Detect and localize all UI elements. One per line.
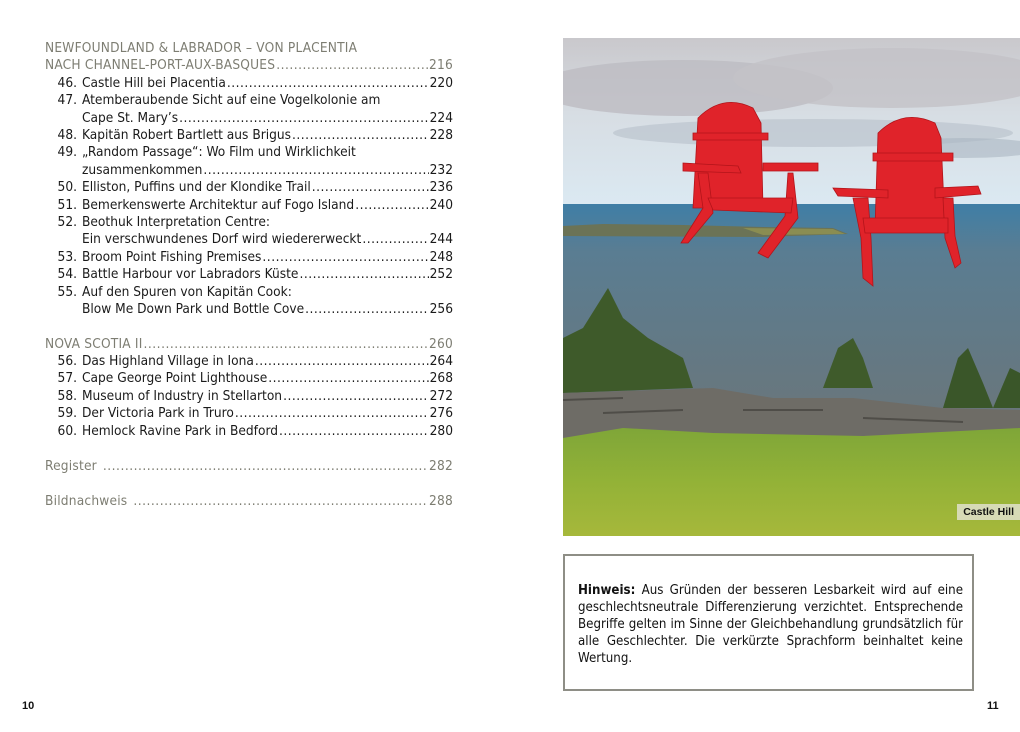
leader-dots [144, 336, 429, 353]
appendix-title: Bildnachweis [45, 493, 128, 510]
page-ref: 248 [429, 248, 453, 265]
castle-hill-photo [563, 38, 1020, 536]
entry-title: Broom Point Fishing Premises [82, 248, 262, 265]
page-ref: 268 [429, 370, 453, 387]
entry-number: 51. [57, 196, 77, 213]
entry-title: Beothuk Interpretation Centre: [82, 214, 270, 231]
note-text: Aus Gründen der besseren Lesbarkeit wird auf eine geschlechtsneutrale Differenzierung verzichtet. Entsprechende Begriffe gelten im Sinne der Gleichbehandlung grundsätzlich für alle Geschlechter. Die verkürzte Sprachform beinhaltet keine Wertung. [578, 583, 963, 666]
leader-dots [203, 162, 428, 179]
entry-title: Der Victoria Park in Truro [82, 405, 234, 422]
toc-entry-continuation[interactable] [45, 301, 453, 318]
entry-number: 56. [57, 352, 77, 369]
entry-number: 55. [57, 283, 77, 300]
hinweis-note-box [563, 554, 974, 691]
leader-dots [292, 127, 429, 144]
leader-dots [283, 388, 429, 405]
entry-title: „Random Passage“: Wo Film und Wirklichkeit [82, 144, 356, 161]
note-label: Hinweis: [578, 583, 636, 598]
page-number-right: 11 [987, 700, 999, 712]
leader-dots [227, 75, 429, 92]
toc-entry[interactable] [45, 92, 453, 109]
toc-entry[interactable] [45, 75, 453, 92]
entry-title: Auf den Spuren von Kapitän Cook: [82, 283, 292, 300]
entry-number: 54. [57, 266, 77, 283]
toc-appendix-bildnachweis[interactable] [45, 493, 453, 510]
toc-entry[interactable] [45, 197, 453, 214]
page-ref: 260 [429, 335, 453, 352]
toc-section-heading[interactable] [45, 57, 453, 74]
note-paragraph [578, 582, 963, 667]
page-ref: 264 [429, 352, 453, 369]
toc-entry[interactable] [45, 127, 453, 144]
section-title-line: NOVA SCOTIA II [45, 335, 143, 352]
entry-title: Das Highland Village in Iona [82, 352, 254, 369]
entry-title: Bemerkenswerte Architektur auf Fogo Island [82, 196, 355, 213]
entry-title: Castle Hill bei Placentia [82, 74, 226, 91]
leader-dots [179, 110, 429, 127]
toc-entry[interactable] [45, 214, 453, 231]
leader-dots [255, 353, 429, 370]
page-ref: 288 [429, 493, 453, 510]
entry-title: Atemberaubende Sicht auf eine Vogelkolonie am [82, 92, 381, 109]
entry-title: zusammenkommen [82, 161, 203, 178]
section-title-line: NACH CHANNEL-PORT-AUX-BASQUES [45, 57, 276, 74]
toc-section-heading[interactable] [45, 336, 453, 353]
entry-title: Ein verschwundenes Dorf wird wiedererweckt [82, 231, 362, 248]
entry-title: Blow Me Down Park und Bottle Cove [82, 301, 305, 318]
page-ref: 216 [429, 57, 453, 74]
toc-appendix-register[interactable] [45, 458, 453, 475]
leader-dots [355, 197, 428, 214]
entry-title: Museum of Industry in Stellarton [82, 387, 283, 404]
page-ref: 240 [429, 196, 453, 213]
toc-entry[interactable] [45, 179, 453, 196]
entry-number: 50. [57, 179, 77, 196]
leader-dots [276, 57, 428, 74]
section-title-line: NEWFOUNDLAND & LABRADOR – VON PLACENTIA [45, 40, 358, 56]
leader-dots [235, 405, 429, 422]
entry-title: Kapitän Robert Bartlett aus Brigus [82, 127, 292, 144]
page-ref: 276 [429, 405, 453, 422]
page-ref: 252 [429, 266, 453, 283]
page-ref: 236 [429, 179, 453, 196]
page-ref: 228 [429, 127, 453, 144]
leader-dots [312, 179, 429, 196]
entry-number: 53. [57, 248, 77, 265]
entry-number: 60. [57, 422, 77, 439]
leader-dots [103, 458, 428, 475]
entry-number: 58. [57, 387, 77, 404]
page-ref: 272 [429, 387, 453, 404]
toc-entry[interactable] [45, 266, 453, 283]
entry-number: 59. [57, 405, 77, 422]
entry-number: 47. [57, 92, 77, 109]
appendix-title: Register [45, 457, 97, 474]
entry-title: Cape St. Mary’s [82, 109, 179, 126]
entry-number: 48. [57, 127, 77, 144]
toc-entry[interactable] [45, 144, 453, 161]
entry-title: Cape George Point Lighthouse [82, 370, 268, 387]
page-ref: 232 [429, 161, 453, 178]
entry-number: 57. [57, 370, 77, 387]
page-ref: 224 [429, 109, 453, 126]
page-number-left: 10 [22, 700, 35, 712]
entry-number: 49. [57, 144, 77, 161]
toc-entry[interactable] [45, 249, 453, 266]
toc-entry[interactable] [45, 353, 453, 370]
toc-entry[interactable] [45, 388, 453, 405]
photo-illustration [563, 38, 1020, 536]
toc-entry[interactable] [45, 284, 453, 301]
leader-dots [262, 249, 428, 266]
leader-dots [362, 231, 428, 248]
page-ref: 282 [429, 457, 453, 474]
leader-dots [133, 493, 428, 510]
toc-entry-continuation[interactable] [45, 162, 453, 179]
leader-dots [305, 301, 429, 318]
page-ref: 280 [429, 422, 453, 439]
toc-entry-continuation[interactable] [45, 231, 453, 248]
entry-number: 52. [57, 214, 77, 231]
toc-entry-continuation[interactable] [45, 110, 453, 127]
page-ref: 244 [429, 231, 453, 248]
toc-entry[interactable] [45, 370, 453, 387]
toc-entry[interactable] [45, 423, 453, 440]
leader-dots [279, 423, 429, 440]
page-ref: 220 [429, 74, 453, 91]
table-of-contents [45, 40, 453, 511]
entry-number: 46. [57, 74, 77, 91]
leader-dots [268, 370, 428, 387]
toc-section-heading[interactable] [45, 40, 453, 57]
toc-entry[interactable] [45, 405, 453, 422]
leader-dots [299, 266, 428, 283]
entry-title: Battle Harbour vor Labradors Küste [82, 266, 299, 283]
page-ref: 256 [429, 301, 453, 318]
photo-caption: Castle Hill [957, 504, 1020, 520]
entry-title: Elliston, Puffins und der Klondike Trail [82, 179, 311, 196]
entry-title: Hemlock Ravine Park in Bedford [82, 422, 278, 439]
